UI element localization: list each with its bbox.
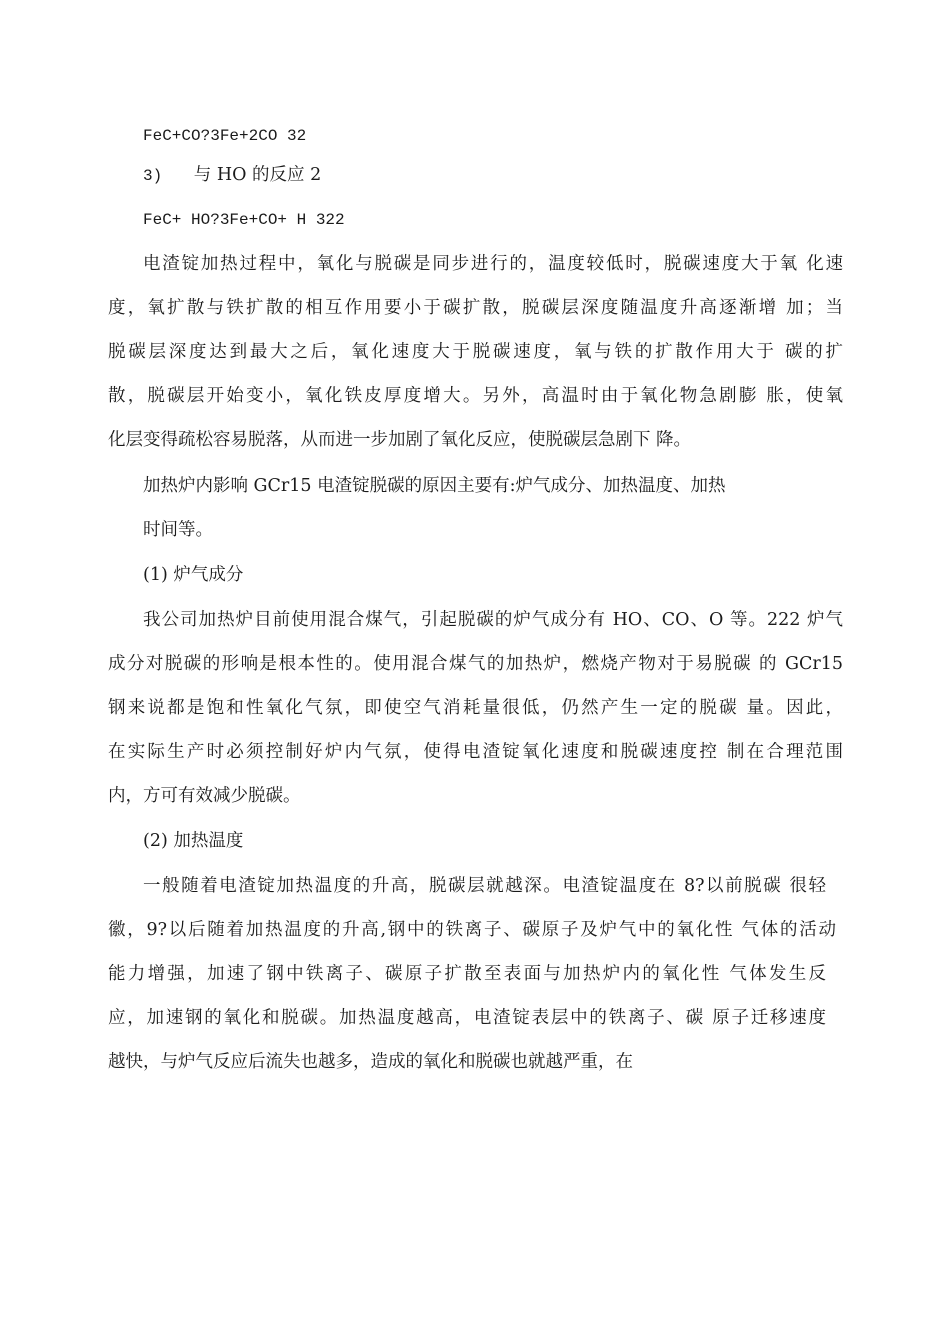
paragraph-line: 化层变得疏松容易脱落，从而进一步加剧了氧化反应，使脱碳层急剧下 降。 — [108, 430, 692, 450]
paragraph-line: 越快，与炉气反应后流失也越多，造成的氧化和脱碳也就越严重，在 — [108, 1052, 633, 1072]
paragraph-line: 徽，9?以后随着加热温度的升高,钢中的铁离子、碳原子及炉气中的氧化性 气体的活动 — [108, 920, 836, 940]
paragraph-line: 度，氧扩散与铁扩散的相互作用要小于碳扩散，脱碳层深度随温度升高逐渐增 加；当 — [108, 298, 843, 318]
list-item-number: 3) — [143, 167, 163, 185]
section-heading: (2) 加热温度 — [143, 831, 244, 851]
paragraph-line: 时间等。 — [143, 520, 213, 540]
formula-line: FeC+ HO?3Fe+CO+ H 322 — [143, 211, 345, 229]
paragraph-line: 我公司加热炉目前使用混合煤气，引起脱碳的炉气成分有 HO、CO、O 等。222 炉气 — [143, 610, 843, 630]
section-heading: (1) 炉气成分 — [143, 565, 244, 585]
paragraph-line: 在实际生产时必须控制好炉内气氛，使得电渣锭氧化速度和脱碳速度控 制在合理范围 — [108, 742, 843, 762]
paragraph-line: 内，方可有效减少脱碳。 — [108, 786, 301, 806]
list-item — [143, 164, 321, 187]
formula-line: FeC+CO?3Fe+2CO 32 — [143, 127, 307, 145]
paragraph-line: 成分对脱碳的形响是根本性的。使用混合煤气的加热炉，燃烧产物对于易脱碳 的 GCr15 — [108, 654, 843, 674]
list-item-text: 与 HO 的反应 2 — [193, 165, 322, 185]
paragraph-line: 钢来说都是饱和性氧化气氛，即使空气消耗量很低，仍然产生一定的脱碳 量。因此， — [108, 698, 843, 718]
paragraph-line: 应，加速钢的氧化和脱碳。加热温度越高，电渣锭表层中的铁离子、碳 原子迁移速度 — [108, 1008, 826, 1028]
paragraph-line: 加热炉内影响 GCr15 电渣锭脱碳的原因主要有:炉气成分、加热温度、加热 — [143, 476, 726, 496]
paragraph-line: 电渣锭加热过程中，氧化与脱碳是同步进行的，温度较低时，脱碳速度大于氧 化速 — [143, 254, 843, 274]
paragraph-line: 一般随着电渣锭加热温度的升高，脱碳层就越深。电渣锭温度在 8?以前脱碳 很轻 — [143, 876, 826, 896]
paragraph-line: 散，脱碳层开始变小，氧化铁皮厚度增大。另外，高温时由于氧化物急剧膨 胀，使氧 — [108, 386, 843, 406]
paragraph-line: 脱碳层深度达到最大之后，氧化速度大于脱碳速度，氧与铁的扩散作用大于 碳的扩 — [108, 342, 843, 362]
paragraph-line: 能力增强，加速了钢中铁离子、碳原子扩散至表面与加热炉内的氧化性 气体发生反 — [108, 964, 826, 984]
